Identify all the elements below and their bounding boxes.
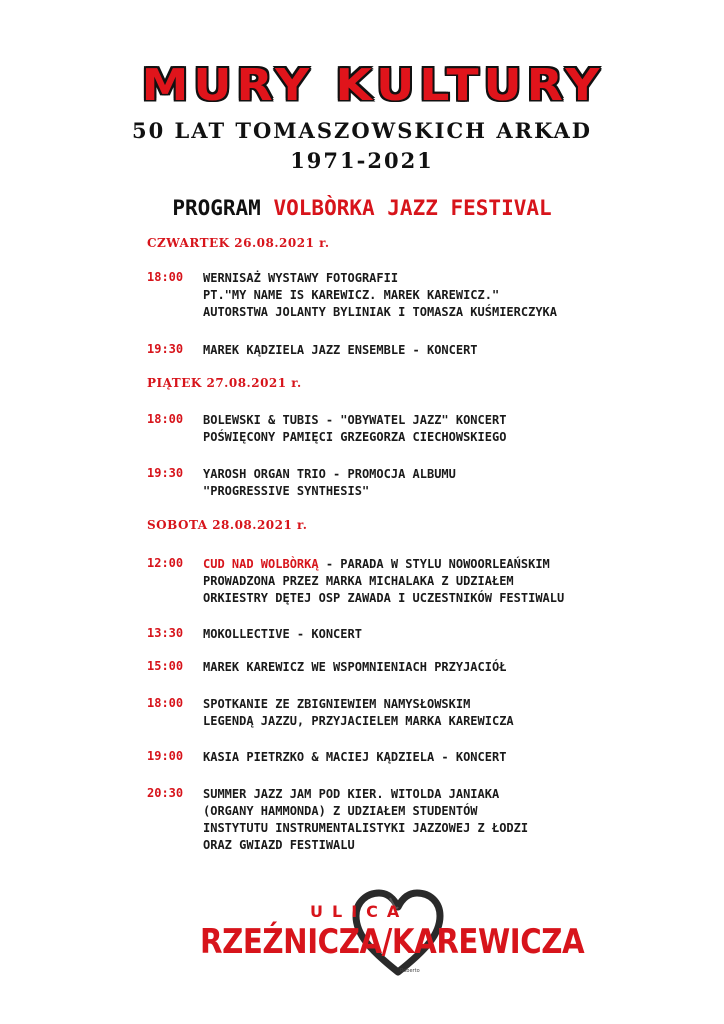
- event-line: (ORGANY HAMMONDA) Z UDZIAŁEM STUDENTÓW: [203, 804, 478, 818]
- event-line: BOLEWSKI & TUBIS - "OBYWATEL JAZZ" KONCERT: [203, 413, 507, 427]
- event-description: [203, 626, 633, 643]
- event-highlight: CUD NAD WOLBÒRKĄ: [203, 557, 319, 571]
- event-description: [203, 749, 633, 766]
- event-line: MAREK KAREWICZ WE WSPOMNIENIACH PRZYJACIÓŁ: [203, 660, 507, 674]
- ulica-label: ULICA: [310, 902, 409, 921]
- event-description: [203, 659, 633, 676]
- event-line: SUMMER JAZZ JAM POD KIER. WITOLDA JANIAKA: [203, 787, 500, 801]
- day-label-friday: PIĄTEK 27.08.2021 r.: [147, 376, 302, 390]
- event-time: 18:00: [147, 696, 184, 710]
- event-line: ORKIESTRY DĘTEJ OSP ZAWADA I UCZESTNIKÓW FESTIWALU: [203, 591, 565, 605]
- event-line: PROWADZONA PRZEZ MARKA MICHALAKA Z UDZIAŁEM: [203, 574, 514, 588]
- subtitle-anniversary: 50 LAT TOMASZOWSKICH ARKAD: [132, 118, 592, 143]
- event-line: SPOTKANIE ZE ZBIGNIEWIEM NAMYSŁOWSKIM: [203, 697, 471, 711]
- event-time: 19:30: [147, 466, 184, 480]
- event-line: POŚWIĘCONY PAMIĘCI GRZEGORZA CIECHOWSKIEGO: [203, 430, 507, 444]
- event-description: [203, 466, 633, 500]
- event-time: 15:00: [147, 659, 184, 673]
- event-description: [203, 556, 633, 607]
- event-description: [203, 270, 633, 321]
- event-description: [203, 412, 633, 446]
- festival-name: VOLBÒRKA JAZZ FESTIVAL: [273, 196, 552, 220]
- event-line: WERNISAŻ WYSTAWY FOTOGRAFII: [203, 271, 399, 285]
- logo-title: MURY KULTURY: [141, 60, 605, 111]
- day-label-saturday: SOBOTA 28.08.2021 r.: [147, 518, 308, 532]
- event-description: [203, 696, 633, 730]
- event-line: "PROGRESSIVE SYNTHESIS": [203, 484, 370, 498]
- event-line: INSTYTUTU INSTRUMENTALISTYKI JAZZOWEJ Z ŁODZI: [203, 821, 529, 835]
- signature-label: Roberto: [400, 968, 420, 974]
- event-line: PT."MY NAME IS KAREWICZ. MAREK KAREWICZ.": [203, 288, 500, 302]
- event-time: 19:00: [147, 749, 184, 763]
- event-time: 18:00: [147, 412, 184, 426]
- event-line-rest: - PARADA W STYLU NOWOORLEAŃSKIM: [318, 557, 550, 571]
- event-description: [203, 342, 633, 359]
- event-line: AUTORSTWA JOLANTY BYLINIAK I TOMASZA KUŚMIERCZYKA: [203, 305, 558, 319]
- street-logo: [200, 888, 585, 978]
- event-line: [203, 556, 633, 573]
- day-label-thursday: CZWARTEK 26.08.2021 r.: [147, 236, 330, 250]
- event-line: MOKOLLECTIVE - KONCERT: [203, 627, 362, 641]
- event-time: 12:00: [147, 556, 184, 570]
- event-line: YAROSH ORGAN TRIO - PROMOCJA ALBUMU: [203, 467, 456, 481]
- event-time: 13:30: [147, 626, 184, 640]
- event-time: 20:30: [147, 786, 184, 800]
- subtitle-years: 1971-2021: [290, 148, 434, 173]
- event-line: MAREK KĄDZIELA JAZZ ENSEMBLE - KONCERT: [203, 343, 478, 357]
- program-prefix: PROGRAM: [172, 196, 261, 220]
- event-time: 19:30: [147, 342, 184, 356]
- event-time: 18:00: [147, 270, 184, 284]
- event-line: KASIA PIETRZKO & MACIEJ KĄDZIELA - KONCERT: [203, 750, 507, 764]
- event-line: LEGENDĄ JAZZU, PRZYJACIELEM MARKA KAREWICZA: [203, 714, 514, 728]
- event-line: ORAZ GWIAZD FESTIWALU: [203, 838, 355, 852]
- event-description: [203, 786, 633, 854]
- program-heading: [80, 196, 644, 220]
- street-name: RZEŹNICZA/KAREWICZA: [200, 922, 585, 962]
